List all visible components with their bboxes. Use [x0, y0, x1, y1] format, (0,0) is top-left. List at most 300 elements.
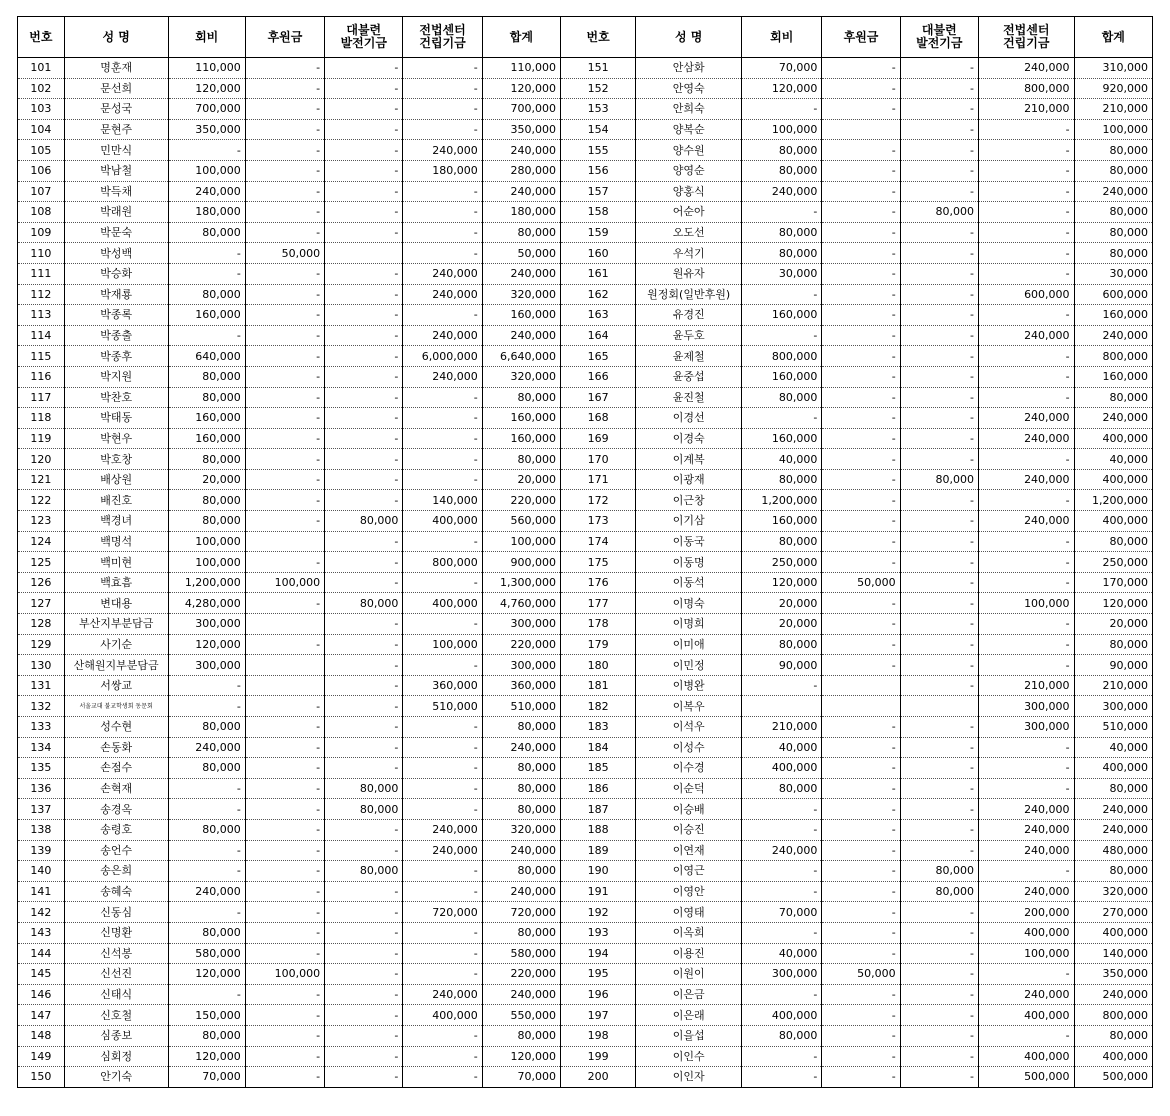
row-name: 이광재 — [636, 469, 742, 490]
table-row — [18, 552, 1153, 573]
row-name: 박래원 — [64, 202, 168, 223]
row-center-fund: 240,000 — [403, 263, 482, 284]
row-dues: 150,000 — [168, 1005, 245, 1026]
row-number: 193 — [561, 922, 636, 943]
row-dues: 240,000 — [168, 881, 245, 902]
table-row — [18, 140, 1153, 161]
table-row — [18, 778, 1153, 799]
row-donation: - — [245, 922, 324, 943]
row-dues: 160,000 — [742, 305, 822, 326]
row-dbr-fund: - — [900, 552, 978, 573]
row-name: 이성수 — [636, 737, 742, 758]
row-total: 80,000 — [482, 861, 560, 882]
row-total: 160,000 — [482, 305, 560, 326]
row-dbr-fund: - — [325, 1025, 403, 1046]
row-number: 154 — [561, 119, 636, 140]
row-dues: - — [742, 984, 822, 1005]
row-dbr-fund: - — [900, 428, 978, 449]
row-name: 이기삼 — [636, 511, 742, 532]
row-number: 153 — [561, 99, 636, 120]
row-total: 270,000 — [1074, 902, 1152, 923]
row-center-fund: 240,000 — [403, 284, 482, 305]
row-dues: 4,280,000 — [168, 593, 245, 614]
row-center-fund: - — [403, 717, 482, 738]
row-dues: 70,000 — [168, 1067, 245, 1088]
row-dues: 210,000 — [742, 717, 822, 738]
row-donation: - — [822, 552, 900, 573]
row-number: 126 — [18, 572, 65, 593]
row-name: 신태식 — [64, 984, 168, 1005]
row-donation: - — [245, 387, 324, 408]
row-name: 백명석 — [64, 531, 168, 552]
row-number: 156 — [561, 160, 636, 181]
row-name: 원정회(일반후원) — [636, 284, 742, 305]
row-dbr-fund: - — [900, 222, 978, 243]
row-dbr-fund: - — [325, 675, 403, 696]
row-number: 191 — [561, 881, 636, 902]
row-dbr-fund: - — [325, 819, 403, 840]
row-dbr-fund: - — [900, 346, 978, 367]
row-name: 이인수 — [636, 1046, 742, 1067]
row-total: 180,000 — [482, 202, 560, 223]
row-name: 이석우 — [636, 717, 742, 738]
row-donation: - — [245, 469, 324, 490]
row-donation: - — [822, 819, 900, 840]
row-dbr-fund: - — [900, 490, 978, 511]
row-donation: - — [245, 840, 324, 861]
row-dbr-fund: - — [325, 1067, 403, 1088]
row-total: 100,000 — [1074, 119, 1152, 140]
row-donation: - — [822, 799, 900, 820]
row-total: 6,640,000 — [482, 346, 560, 367]
row-center-fund: 400,000 — [403, 511, 482, 532]
row-donation: - — [822, 943, 900, 964]
row-number: 151 — [561, 58, 636, 79]
row-name: 이동국 — [636, 531, 742, 552]
row-donation: - — [245, 202, 324, 223]
row-center-fund: - — [403, 99, 482, 120]
row-dbr-fund: - — [325, 1005, 403, 1026]
row-center-fund: 180,000 — [403, 160, 482, 181]
row-donation: - — [245, 78, 324, 99]
row-dues: 400,000 — [742, 758, 822, 779]
row-dues: 80,000 — [168, 490, 245, 511]
row-dbr-fund: - — [900, 984, 978, 1005]
row-donation: - — [245, 325, 324, 346]
row-dues: - — [168, 243, 245, 264]
row-name: 이명숙 — [636, 593, 742, 614]
row-donation: - — [822, 222, 900, 243]
row-dbr-fund: - — [900, 305, 978, 326]
row-dues: 70,000 — [742, 902, 822, 923]
row-dbr-fund: - — [900, 1046, 978, 1067]
row-number: 117 — [18, 387, 65, 408]
row-donation: - — [245, 58, 324, 79]
row-number: 143 — [18, 922, 65, 943]
row-dbr-fund: - — [900, 675, 978, 696]
row-center-fund: - — [403, 119, 482, 140]
row-dbr-fund: - — [325, 469, 403, 490]
table-row — [18, 222, 1153, 243]
row-dues: 100,000 — [168, 552, 245, 573]
row-donation: - — [245, 263, 324, 284]
row-name: 신동심 — [64, 902, 168, 923]
row-donation: 50,000 — [245, 243, 324, 264]
row-number: 105 — [18, 140, 65, 161]
row-dues: 300,000 — [742, 964, 822, 985]
row-total: 250,000 — [1074, 552, 1152, 573]
row-center-fund: - — [978, 758, 1074, 779]
row-dues: - — [742, 99, 822, 120]
row-dues: 80,000 — [742, 140, 822, 161]
row-total: 4,760,000 — [482, 593, 560, 614]
row-total: 90,000 — [1074, 655, 1152, 676]
row-donation: - — [822, 1067, 900, 1088]
row-center-fund: - — [403, 222, 482, 243]
row-dues: 70,000 — [742, 58, 822, 79]
row-center-fund: 240,000 — [978, 984, 1074, 1005]
row-dbr-fund: - — [325, 119, 403, 140]
row-dbr-fund: - — [900, 902, 978, 923]
row-donation: - — [822, 284, 900, 305]
row-dues: - — [742, 881, 822, 902]
row-number: 175 — [561, 552, 636, 573]
row-dbr-fund: - — [900, 593, 978, 614]
row-total: 320,000 — [482, 366, 560, 387]
row-donation: - — [245, 552, 324, 573]
row-dues: - — [168, 861, 245, 882]
row-total: 80,000 — [482, 799, 560, 820]
table-row — [18, 1025, 1153, 1046]
dbr-fund-header: 대불련 발전기금 — [900, 17, 978, 58]
row-dues — [742, 696, 822, 717]
table-row — [18, 346, 1153, 367]
row-dues: 80,000 — [742, 634, 822, 655]
row-center-fund: - — [403, 469, 482, 490]
row-center-fund: - — [978, 964, 1074, 985]
row-dbr-fund: 80,000 — [900, 469, 978, 490]
row-center-fund: - — [403, 1025, 482, 1046]
row-dbr-fund: - — [900, 655, 978, 676]
row-total: 120,000 — [1074, 593, 1152, 614]
row-name: 안기숙 — [64, 1067, 168, 1088]
row-total: 120,000 — [482, 1046, 560, 1067]
row-donation: - — [822, 758, 900, 779]
table-row — [18, 263, 1153, 284]
row-total: 580,000 — [482, 943, 560, 964]
row-center-fund: 240,000 — [978, 799, 1074, 820]
row-name: 백경녀 — [64, 511, 168, 532]
row-name: 박종출 — [64, 325, 168, 346]
row-dbr-fund: - — [325, 614, 403, 635]
row-center-fund: 360,000 — [403, 675, 482, 696]
row-donation — [245, 655, 324, 676]
row-center-fund: - — [978, 490, 1074, 511]
row-center-fund: - — [403, 861, 482, 882]
table-row — [18, 984, 1153, 1005]
row-donation: - — [822, 614, 900, 635]
row-dues: 80,000 — [742, 1025, 822, 1046]
row-total: 320,000 — [1074, 881, 1152, 902]
row-dues: - — [742, 202, 822, 223]
row-name: 이경선 — [636, 408, 742, 429]
row-donation: - — [245, 408, 324, 429]
row-name: 송은희 — [64, 861, 168, 882]
row-dbr-fund: - — [900, 243, 978, 264]
row-dues: 20,000 — [168, 469, 245, 490]
row-dbr-fund: 80,000 — [325, 861, 403, 882]
row-total: 80,000 — [1074, 243, 1152, 264]
row-dues: 160,000 — [168, 428, 245, 449]
row-dbr-fund: - — [900, 943, 978, 964]
row-name: 사기순 — [64, 634, 168, 655]
row-center-fund: - — [403, 799, 482, 820]
row-number: 115 — [18, 346, 65, 367]
row-donation — [822, 675, 900, 696]
row-name: 박종후 — [64, 346, 168, 367]
row-number: 165 — [561, 346, 636, 367]
row-total: 210,000 — [1074, 99, 1152, 120]
row-center-fund: 800,000 — [403, 552, 482, 573]
row-dbr-fund: - — [900, 778, 978, 799]
row-total: 80,000 — [1074, 634, 1152, 655]
row-center-fund: 240,000 — [978, 408, 1074, 429]
row-center-fund: - — [403, 778, 482, 799]
row-center-fund: - — [403, 1046, 482, 1067]
row-center-fund: - — [978, 119, 1074, 140]
row-donation: - — [822, 305, 900, 326]
row-name: 서울교대 불교학생회 동문회 — [64, 696, 168, 717]
row-name: 문현주 — [64, 119, 168, 140]
row-number: 185 — [561, 758, 636, 779]
dbr-fund-header: 대불련 발전기금 — [325, 17, 403, 58]
row-dbr-fund: - — [325, 531, 403, 552]
row-dbr-fund: - — [900, 819, 978, 840]
row-donation: - — [822, 655, 900, 676]
table-row — [18, 58, 1153, 79]
row-name: 송경옥 — [64, 799, 168, 820]
row-center-fund: - — [978, 202, 1074, 223]
row-total: 400,000 — [1074, 511, 1152, 532]
row-dbr-fund: - — [900, 284, 978, 305]
row-dues: 240,000 — [168, 181, 245, 202]
row-dbr-fund: - — [900, 799, 978, 820]
row-name: 이승진 — [636, 819, 742, 840]
row-center-fund: 240,000 — [403, 325, 482, 346]
row-center-fund: - — [403, 881, 482, 902]
row-total: 240,000 — [1074, 984, 1152, 1005]
row-name: 박재룡 — [64, 284, 168, 305]
row-dues: 80,000 — [168, 1025, 245, 1046]
row-total: 80,000 — [1074, 387, 1152, 408]
row-center-fund: - — [978, 449, 1074, 470]
row-dues: 120,000 — [168, 634, 245, 655]
row-donation: - — [822, 78, 900, 99]
row-number: 164 — [561, 325, 636, 346]
row-center-fund: - — [403, 387, 482, 408]
row-number: 148 — [18, 1025, 65, 1046]
row-name: 윤두호 — [636, 325, 742, 346]
row-center-fund: 240,000 — [978, 840, 1074, 861]
row-number: 183 — [561, 717, 636, 738]
row-name: 이계복 — [636, 449, 742, 470]
row-name: 산해원지부분담금 — [64, 655, 168, 676]
name-header: 성 명 — [64, 17, 168, 58]
row-center-fund: 400,000 — [978, 1005, 1074, 1026]
row-center-fund: 240,000 — [403, 819, 482, 840]
row-number: 131 — [18, 675, 65, 696]
row-dbr-fund: 80,000 — [325, 778, 403, 799]
row-dues: 100,000 — [742, 119, 822, 140]
table-row — [18, 819, 1153, 840]
row-name: 윤제철 — [636, 346, 742, 367]
row-number: 146 — [18, 984, 65, 1005]
row-number: 179 — [561, 634, 636, 655]
row-donation: 100,000 — [245, 572, 324, 593]
row-number: 158 — [561, 202, 636, 223]
row-donation: - — [822, 58, 900, 79]
row-dbr-fund: - — [900, 511, 978, 532]
row-number: 196 — [561, 984, 636, 1005]
row-name: 박남철 — [64, 160, 168, 181]
row-donation: - — [822, 861, 900, 882]
table-row — [18, 737, 1153, 758]
table-row — [18, 840, 1153, 861]
row-name: 송언수 — [64, 840, 168, 861]
row-center-fund: - — [403, 243, 482, 264]
row-donation: - — [822, 181, 900, 202]
row-number: 135 — [18, 758, 65, 779]
row-name: 이근창 — [636, 490, 742, 511]
row-dbr-fund: - — [900, 737, 978, 758]
row-dbr-fund: - — [900, 78, 978, 99]
row-name: 명훈재 — [64, 58, 168, 79]
row-dbr-fund: - — [325, 408, 403, 429]
row-center-fund: 240,000 — [978, 58, 1074, 79]
row-total: 220,000 — [482, 490, 560, 511]
row-dues: 40,000 — [742, 449, 822, 470]
row-name: 이을섭 — [636, 1025, 742, 1046]
row-total: 320,000 — [482, 819, 560, 840]
row-donation: - — [245, 284, 324, 305]
row-total: 20,000 — [1074, 614, 1152, 635]
table-row — [18, 902, 1153, 923]
row-donation: - — [245, 696, 324, 717]
row-center-fund: - — [978, 572, 1074, 593]
row-donation: - — [245, 140, 324, 161]
row-number: 113 — [18, 305, 65, 326]
row-dbr-fund: - — [325, 428, 403, 449]
row-donation: - — [245, 222, 324, 243]
row-name: 신호철 — [64, 1005, 168, 1026]
row-center-fund: 240,000 — [978, 511, 1074, 532]
row-name: 심회정 — [64, 1046, 168, 1067]
row-dbr-fund: - — [325, 902, 403, 923]
row-number: 198 — [561, 1025, 636, 1046]
row-dues: 160,000 — [742, 511, 822, 532]
row-dues: 120,000 — [742, 572, 822, 593]
row-total: 80,000 — [1074, 861, 1152, 882]
row-total: 80,000 — [482, 449, 560, 470]
table-row — [18, 717, 1153, 738]
row-dbr-fund: - — [900, 140, 978, 161]
row-center-fund: - — [403, 181, 482, 202]
row-dues: 80,000 — [168, 758, 245, 779]
row-total: 800,000 — [1074, 346, 1152, 367]
row-number: 181 — [561, 675, 636, 696]
row-name: 박문숙 — [64, 222, 168, 243]
row-number: 200 — [561, 1067, 636, 1088]
row-number: 174 — [561, 531, 636, 552]
row-dues: - — [168, 799, 245, 820]
row-number: 199 — [561, 1046, 636, 1067]
row-total: 210,000 — [1074, 675, 1152, 696]
row-total: 40,000 — [1074, 449, 1152, 470]
row-dues: 80,000 — [168, 222, 245, 243]
table-row — [18, 511, 1153, 532]
row-total: 300,000 — [482, 655, 560, 676]
row-dbr-fund: - — [325, 181, 403, 202]
row-dues: 80,000 — [168, 922, 245, 943]
row-dbr-fund: - — [325, 449, 403, 470]
row-total: 80,000 — [1074, 778, 1152, 799]
row-dbr-fund: - — [325, 387, 403, 408]
row-total: 30,000 — [1074, 263, 1152, 284]
row-name: 신석봉 — [64, 943, 168, 964]
row-donation: - — [245, 366, 324, 387]
row-name: 손점수 — [64, 758, 168, 779]
row-center-fund: - — [978, 634, 1074, 655]
row-center-fund: - — [978, 552, 1074, 573]
row-donation: - — [822, 881, 900, 902]
table-row — [18, 284, 1153, 305]
table-row — [18, 305, 1153, 326]
row-dbr-fund: - — [325, 78, 403, 99]
row-donation: - — [822, 531, 900, 552]
row-number: 103 — [18, 99, 65, 120]
row-dbr-fund: - — [900, 634, 978, 655]
row-number: 177 — [561, 593, 636, 614]
header-row — [18, 17, 1153, 58]
row-donation: - — [822, 1005, 900, 1026]
row-center-fund: - — [403, 922, 482, 943]
row-dbr-fund: - — [325, 325, 403, 346]
row-dbr-fund: - — [900, 1025, 978, 1046]
row-donation: - — [822, 140, 900, 161]
row-dbr-fund: 80,000 — [325, 511, 403, 532]
center-fund-header: 전법센터 건립기금 — [978, 17, 1074, 58]
row-donation: - — [822, 1025, 900, 1046]
table-row — [18, 449, 1153, 470]
row-dues: 250,000 — [742, 552, 822, 573]
row-dbr-fund: - — [325, 881, 403, 902]
row-number: 178 — [561, 614, 636, 635]
row-dues: 180,000 — [168, 202, 245, 223]
row-name: 이승배 — [636, 799, 742, 820]
row-center-fund: - — [978, 861, 1074, 882]
row-total: 100,000 — [482, 531, 560, 552]
row-total: 300,000 — [1074, 696, 1152, 717]
row-total: 1,300,000 — [482, 572, 560, 593]
row-center-fund: - — [978, 160, 1074, 181]
row-name: 백효흠 — [64, 572, 168, 593]
row-total: 80,000 — [1074, 222, 1152, 243]
row-name: 이영근 — [636, 861, 742, 882]
table-row — [18, 202, 1153, 223]
row-dues: - — [168, 675, 245, 696]
row-number: 145 — [18, 964, 65, 985]
row-number: 120 — [18, 449, 65, 470]
